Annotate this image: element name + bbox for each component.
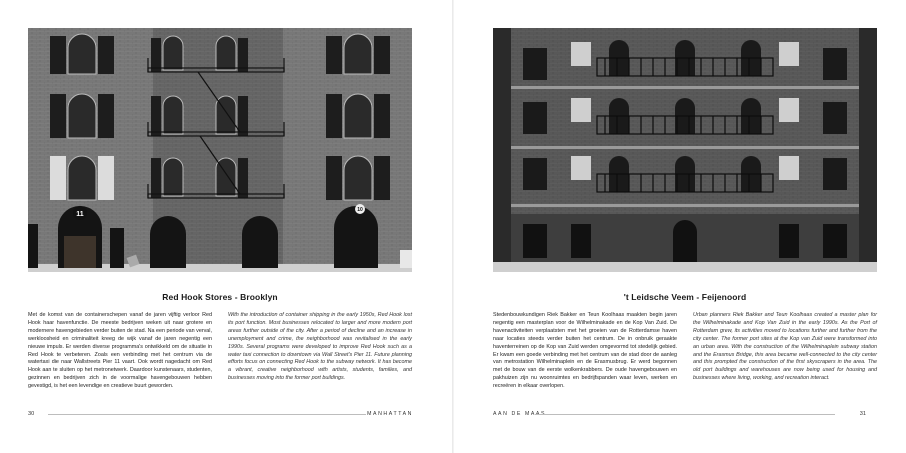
body-text-english: With the introduction of container shipping in the early 1950s, Red Hook lost its port function. Most businesses relocated to larger and more modern port areas further outside of the city. After a period of decline and an increase in unemployment and crime, the neighborhood was revitalised in the early 1990s. Several programs were developed to improve Red Hook such as a water taxi connection to downtown via Wall Street's Pier 11. Future planning efforts focus on connecting Red Hook to the subway network. It has become a vibrant, creative neighborhood with artists, students, families, and businesses moving into the former port buildings. [228, 312, 412, 382]
red-hook-stores-photo [28, 28, 412, 272]
footer-rule [48, 414, 366, 415]
page-number: 31 [859, 411, 866, 417]
footer-rule [535, 414, 835, 415]
page-number: 30 [28, 411, 35, 417]
red-hook-building-image [28, 28, 412, 272]
photo-caption: 't Leidsche Veem - Feijenoord [623, 292, 747, 302]
running-head: MANHATTAN [367, 411, 413, 417]
body-text-dutch: Stedenbouwkundigen Riek Bakker en Teun Koolhaas maakten begin jaren negentig een masterplan voor de Wilhelminakade en de Kop Van Zuid. De havenactiviteiten verplaatsten met het groeien van de Rotterdamse haven naar locaties steeds verder buiten het centrum. De in onbruik geraakte haventerreinen op de Kop van Zuid werden omgevormd tot stedelijk gebied. Er kwam een goede verbinding met het centrum van de stad door de aanleg van metrostation Wilhelminaplein en de Erasmusbrug. Er werd begonnen met de bouw van de eerste wolkenkrabbers. De oude havengebouwen en pakhuizen zijn nu woonruimtes en bedrijfspanden waar leven, werken en recreëren in elkaar overlopen. [493, 312, 677, 390]
leidsche-veem-building-image [493, 28, 877, 272]
leidsche-veem-photo [493, 28, 877, 272]
right-page [453, 0, 906, 453]
running-head: AAN DE MAAS [493, 411, 547, 417]
body-text-english: Urban planners Riek Bakker and Teun Koolhaas created a master plan for the Wilhelminakade and Kop Van Zuid in the early 1990s. As the Port of Rotterdam grew, its activities moved to locations further and further from the city center. The former port sites at the Kop van Zuid were transformed into an urban area. With the construction of the Wilhelminaplein subway station and the Erasmus Bridge, this area became well-connected to the city center and this prompted the construction of the first skyscrapers in the area. The old port buildings and warehouses are now being used for housing and businesses where living, working, and recreation interact. [693, 312, 877, 382]
building-number-sign-10: 10 [357, 207, 363, 213]
body-text-dutch: Met de komst van de containerschepen vanaf de jaren vijftig verloor Red Hook haar havenfunctie. De meeste bedrijven weken uit naar grotere en modernere havengebieden verder buiten de stad. Na een periode van verval, werkloosheid en criminaliteit kreeg de wijk vanaf de jaren negentig een nieuwe impuls. Er werden diverse programma's ontwikkeld om de situatie in Red Hook te verbeteren. Zoals een verbinding met het centrum via de watertaxi die naar Wallstreets Pier 11 vaart. Ook wordt nagedacht om Red Hook aan te sluiten op het metronetwerk. Daardoor kunstenaars, studenten, gezinnen en bedrijven zich in de voormalige havengebouwen hebben gevestigd, is het een levendige en creatieve buurt geworden. [28, 312, 213, 390]
photo-caption: Red Hook Stores - Brooklyn [162, 292, 278, 302]
building-number-sign-11: 11 [76, 211, 84, 218]
